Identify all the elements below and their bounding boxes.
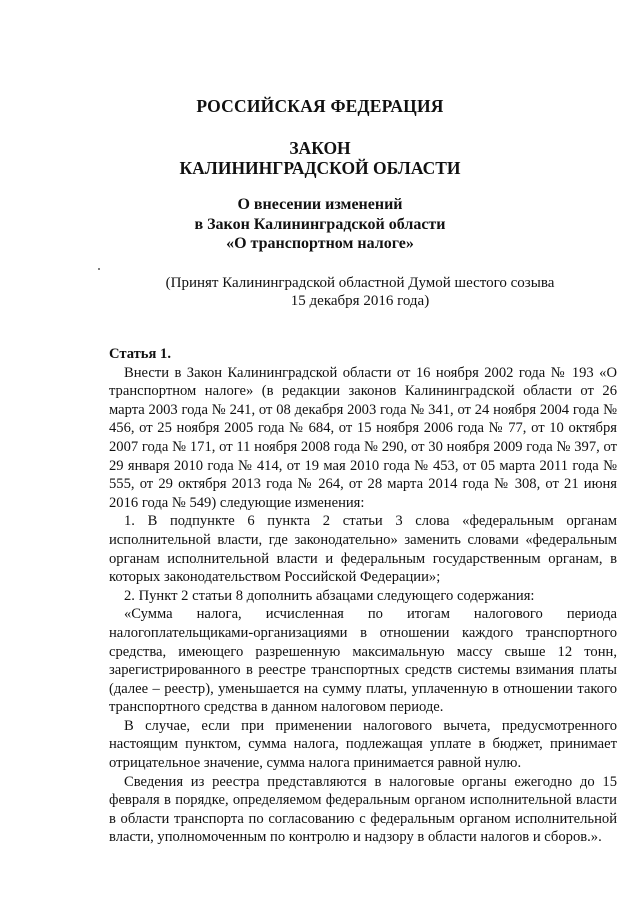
article-intro: Внести в Закон Калининградской области от 16 ноября 2002 года № 193 «О транспортном налоге» (в редакции законов Калининградской области от 26 марта 2003 года № 241, от 08 декабря 2003 года № 341, от 24 ноября 2004 года № 456, от 25 ноября 2005 года № 684, от 15 ноября 2006 года № 77, от 10 октября 2007 года № 171, от 11 ноября 2008 года № 290, от 30 ноября 2009 года № 397, от 29 января 2010 года № 414, от 19 мая 2010 года № 453, от 05 марта 2011 года № 555, от 29 октября 2013 года № 264, от 28 марта 2014 года № 308, от 21 июня 2016 года № 549) следующие изменения: (109, 364, 617, 511)
amendment-item-2: 2. Пункт 2 статьи 8 дополнить абзацами следующего содержания: (124, 587, 535, 604)
law-title-line2: в Закон Калининградской области (194, 216, 446, 233)
adoption-note-line1: (Принят Калининградской областной Думой шестого созыва (165, 275, 555, 291)
inserted-paragraph-2: В случае, если при применении налогового вычета, предусмотренного настоящим пунктом, сумма налога, подлежащая уплате в бюджет, принимает отрицательное значение, сумма налога принимается равной нулю. (109, 717, 617, 772)
country-heading: РОССИЙСКАЯ ФЕДЕРАЦИЯ (196, 96, 444, 116)
scan-speck (98, 268, 100, 270)
article-heading: Статья 1. (109, 346, 171, 362)
law-title-line1: О внесении изменений (237, 196, 403, 213)
article-body (109, 345, 617, 847)
inserted-paragraph-3: Сведения из реестра представляются в налоговые органы ежегодно до 15 февраля в порядке, определяемом федеральным органом исполнительной власти в области транспорта по согласованию с федеральным органом исполнительной власти, уполномоченным по контролю и надзору в области налогов и сборов.». (109, 773, 617, 846)
law-heading: ЗАКОН (289, 138, 351, 158)
region-heading: КАЛИНИНГРАДСКОЙ ОБЛАСТИ (179, 158, 461, 178)
inserted-paragraph-1: «Сумма налога, исчисленная по итогам налогового периода налогоплательщиками-организациями в отношении каждого транспортного средства, имеющего разрешенную максимальную массу свыше 12 тонн, зарегистрированного в реестре транспортных средств системы взимания платы (далее – реестр), уменьшается на сумму платы, уплаченную в отношении такого транспортного средства в данном налоговом периоде. (109, 606, 617, 716)
adoption-note-line2: 15 декабря 2016 года) (290, 293, 430, 309)
law-title-line3: «О транспортном налоге» (226, 235, 414, 252)
amendment-item-1: 1. В подпункте 6 пункта 2 статьи 3 слова «федеральным органам исполнительной власти, где законодательно» заменить словами «федеральным органам исполнительной власти и федеральным государственным органам, в которых законодательством Российской Федерации»; (109, 513, 617, 586)
